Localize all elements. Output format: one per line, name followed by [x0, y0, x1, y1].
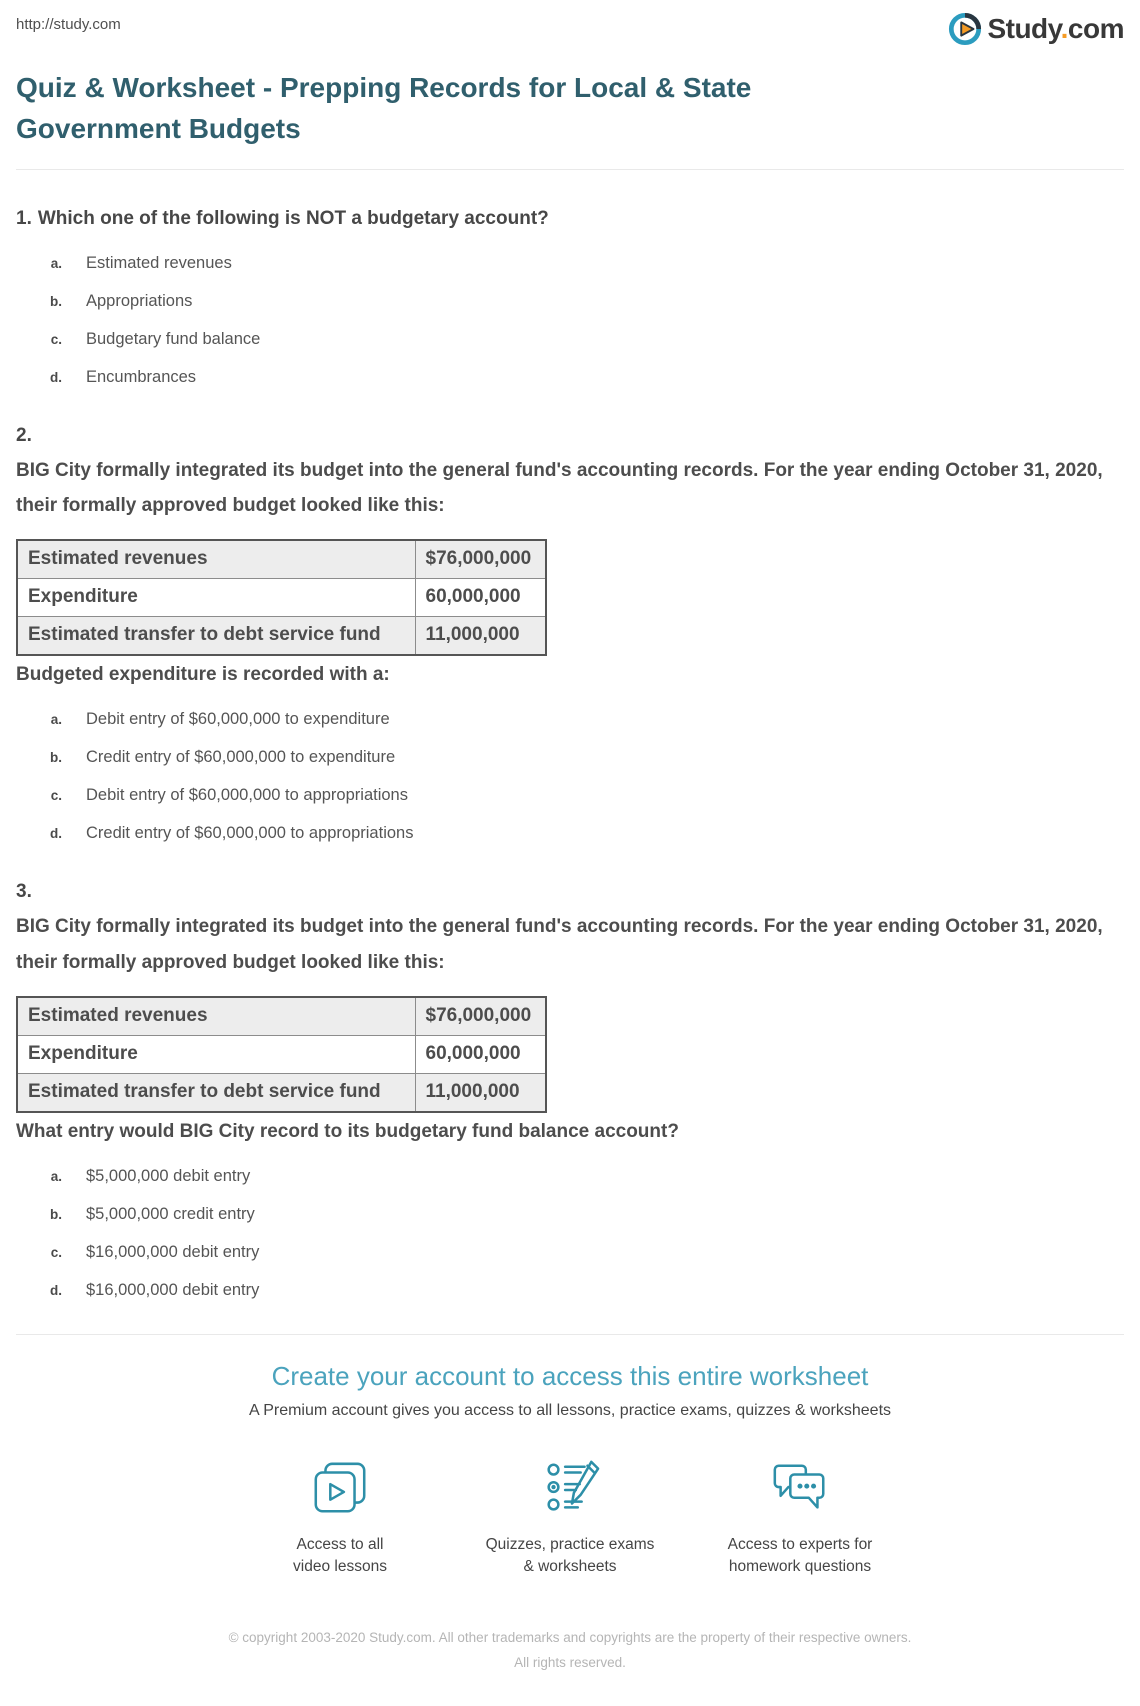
question-prompt: Budgeted expenditure is recorded with a: — [16, 664, 390, 686]
option-letter: d. — [50, 826, 62, 842]
option-text: $5,000,000 credit entry — [86, 1204, 255, 1223]
question-1-heading — [16, 208, 1124, 230]
option-text: Debit entry of $60,000,000 to appropriations — [86, 786, 408, 805]
question-number: 2. — [16, 425, 32, 447]
question-intro: BIG City formally integrated its budget into the general fund's accounting records. For the year ending October 31, 2020, their formally approved budget looked like this: — [16, 916, 1103, 973]
option-row[interactable] — [16, 330, 1124, 349]
table-cell-label: Estimated transfer to debt service fund — [17, 617, 415, 656]
option-text: Encumbrances — [86, 368, 197, 387]
question-text: Which one of the following is NOT a budgetary account? — [37, 208, 549, 230]
question-1-options — [16, 254, 1124, 387]
option-text: Credit entry of $60,000,000 to appropriations — [86, 824, 414, 843]
question-1 — [16, 208, 1124, 387]
table-cell-value: $76,000,000 — [415, 997, 546, 1036]
option-row[interactable] — [16, 254, 1124, 273]
table-cell-value: 60,000,000 — [415, 1035, 546, 1073]
cta-section — [16, 1334, 1124, 1706]
option-row[interactable] — [16, 710, 1124, 729]
question-3 — [16, 881, 1124, 1299]
option-letter: d. — [50, 370, 62, 386]
question-3-options — [16, 1167, 1124, 1300]
cta-heading[interactable]: Create your account to access this entire worksheet — [271, 1360, 869, 1391]
feature-label: Access to all video lessons — [293, 1535, 387, 1576]
option-text: $16,000,000 debit entry — [86, 1242, 260, 1261]
top-bar — [16, 0, 1124, 46]
table-row — [17, 540, 546, 579]
option-row[interactable] — [16, 368, 1124, 387]
experts-chat-icon — [769, 1458, 831, 1520]
option-text: Budgetary fund balance — [86, 330, 261, 349]
question-intro: BIG City formally integrated its budget into the general fund's accounting records. For the year ending October 31, 2020, their formally approved budget looked like this: — [16, 460, 1103, 517]
feature-quizzes-worksheets — [470, 1458, 670, 1579]
table-row — [17, 997, 546, 1036]
question-number: 3. — [16, 881, 32, 903]
feature-list — [16, 1458, 1124, 1579]
option-letter: b. — [50, 1206, 62, 1222]
option-text: Appropriations — [86, 292, 193, 311]
option-letter: c. — [50, 788, 62, 804]
question-prompt: What entry would BIG City record to its budgetary fund balance account? — [16, 1120, 679, 1142]
title-divider — [16, 169, 1124, 170]
table-cell-value: 11,000,000 — [415, 1073, 546, 1112]
option-row[interactable] — [16, 292, 1124, 311]
question-number: 1. — [16, 208, 32, 230]
table-cell-value: 60,000,000 — [415, 579, 546, 617]
table-cell-label: Estimated revenues — [17, 540, 415, 579]
logo-play-icon — [948, 12, 982, 46]
page-title: Quiz & Worksheet - Prepping Records for Local & State Government Budgets — [16, 72, 752, 144]
option-row[interactable] — [16, 1205, 1124, 1224]
option-text: $16,000,000 debit entry — [86, 1280, 260, 1299]
studycom-logo[interactable] — [948, 12, 1124, 46]
option-row[interactable] — [16, 748, 1124, 767]
logo-dot: . — [1060, 13, 1068, 44]
option-letter: c. — [50, 332, 62, 348]
table-row — [17, 617, 546, 656]
option-letter: a. — [50, 1168, 62, 1184]
option-letter: d. — [50, 1282, 62, 1298]
feature-experts — [700, 1458, 900, 1579]
logo-text: Study.com — [987, 13, 1124, 44]
budget-table — [16, 996, 547, 1113]
feature-video-lessons — [240, 1458, 440, 1579]
option-letter: b. — [50, 750, 62, 766]
option-row[interactable] — [16, 786, 1124, 805]
option-row[interactable] — [16, 1243, 1124, 1262]
option-text: Estimated revenues — [86, 254, 232, 273]
table-cell-label: Expenditure — [17, 1035, 415, 1073]
table-cell-label: Expenditure — [17, 579, 415, 617]
question-2 — [16, 425, 1124, 843]
option-row[interactable] — [16, 1167, 1124, 1186]
option-text: Debit entry of $60,000,000 to expenditure — [86, 710, 390, 729]
option-row[interactable] — [16, 824, 1124, 843]
question-2-options — [16, 710, 1124, 843]
video-lessons-icon — [309, 1458, 371, 1520]
quiz-worksheets-icon — [539, 1458, 601, 1520]
budget-table — [16, 539, 547, 656]
feature-label: Access to experts for homework questions — [727, 1535, 873, 1576]
option-text: $5,000,000 debit entry — [86, 1166, 251, 1185]
option-letter: b. — [50, 294, 62, 310]
option-row[interactable] — [16, 1281, 1124, 1300]
page-url: http://study.com — [16, 16, 121, 33]
table-cell-label: Estimated revenues — [17, 997, 415, 1036]
table-cell-label: Estimated transfer to debt service fund — [17, 1073, 415, 1112]
table-row — [17, 1073, 546, 1112]
feature-label: Quizzes, practice exams & worksheets — [485, 1535, 655, 1576]
table-row — [17, 579, 546, 617]
option-letter: c. — [50, 1244, 62, 1260]
table-row — [17, 1035, 546, 1073]
option-text: Credit entry of $60,000,000 to expenditure — [86, 748, 396, 767]
cta-subheading: A Premium account gives you access to all lessons, practice exams, quizzes & worksheets — [248, 1401, 892, 1419]
option-letter: a. — [50, 256, 62, 272]
option-letter: a. — [50, 712, 62, 728]
table-cell-value: $76,000,000 — [415, 540, 546, 579]
table-cell-value: 11,000,000 — [415, 617, 546, 656]
copyright-text: © copyright 2003-2020 Study.com. All other trademarks and copyrights are the property of their respective owners. All rights reserved. — [228, 1629, 912, 1671]
